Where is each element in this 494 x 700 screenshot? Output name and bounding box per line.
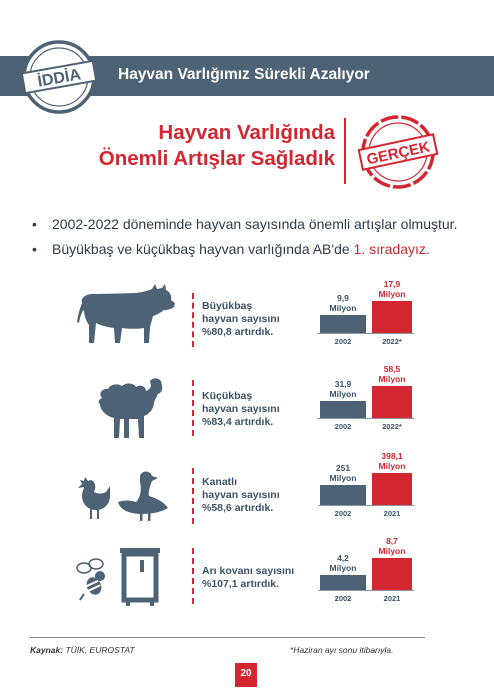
year-label-2002: 2002	[334, 509, 352, 518]
cattle-icon	[76, 283, 176, 347]
bar-baseline	[318, 333, 414, 334]
value-unit: Milyon	[329, 473, 357, 483]
bar-2002	[320, 485, 366, 505]
bar-baseline	[318, 505, 414, 506]
year-label-latest: 2022*	[382, 422, 402, 431]
value-label-latest	[367, 451, 417, 471]
value-unit: Milyon	[329, 563, 357, 573]
value-unit: Milyon	[329, 389, 357, 399]
year-label-latest: 2021	[383, 594, 401, 603]
header-title: Hayvan Varlığımız Sürekli Azalıyor	[118, 66, 370, 83]
iddia-stamp-icon	[18, 38, 100, 116]
headline-line2: Önemli Artışlar Sağladık	[98, 147, 335, 170]
value-unit: Milyon	[378, 461, 406, 471]
row-4-line1: Arı kovanı sayısını	[202, 565, 295, 577]
bar-2002	[320, 315, 366, 333]
row-1-line1: Büyükbaş	[202, 300, 253, 312]
bar-baseline	[318, 590, 414, 591]
headline-line1: Hayvan Varlığında	[158, 121, 335, 144]
bullet-2-highlight: 1. sıradayız.	[353, 241, 430, 257]
row-3-line3: %58,6 artırdık.	[202, 502, 274, 514]
footnote: *Haziran ayı sonu itibarıyla.	[290, 645, 394, 655]
value-number: 9,9	[337, 293, 349, 303]
value-number: 8,7	[386, 536, 398, 546]
poultry-icon	[72, 462, 172, 524]
footer-divider	[30, 637, 425, 638]
bar-latest	[372, 386, 412, 418]
year-label-2002: 2002	[334, 594, 352, 603]
source-text	[30, 645, 135, 655]
bar-latest	[372, 558, 412, 590]
value-unit: Milyon	[378, 546, 406, 556]
value-label-latest	[367, 279, 417, 299]
page-number: 20	[240, 668, 252, 679]
row-3-line1: Kanatlı	[202, 476, 238, 488]
row-2-line2: hayvan sayısını	[202, 403, 280, 415]
bullet-dot: •	[32, 241, 37, 257]
row-2-divider	[192, 380, 194, 436]
gercek-stamp-text: GERÇEK	[365, 138, 432, 169]
value-unit: Milyon	[378, 374, 406, 384]
value-label-2002	[318, 463, 368, 483]
value-label-2002	[318, 379, 368, 399]
year-label-2002: 2002	[334, 337, 352, 346]
bar-baseline	[318, 418, 414, 419]
bullet-1	[32, 216, 458, 232]
row-1-line3: %80,8 artırdık.	[202, 326, 274, 338]
bar-latest	[372, 473, 412, 505]
bar-2002	[320, 401, 366, 418]
row-2-description	[202, 390, 280, 429]
headline	[80, 120, 335, 172]
year-label-latest: 2022*	[382, 337, 402, 346]
source-value: TÜİK, EUROSTAT	[63, 645, 135, 655]
bullet-dot: •	[32, 216, 37, 232]
value-label-latest	[367, 536, 417, 556]
value-unit: Milyon	[378, 289, 406, 299]
value-number: 58,5	[383, 364, 401, 374]
beehive-icon	[74, 546, 174, 606]
row-4-line2: %107,1 artırdık.	[202, 578, 280, 590]
year-label-2002: 2002	[334, 422, 352, 431]
row-3-divider	[192, 468, 194, 524]
bullet-1-text: 2002-2022 döneminde hayvan sayısında önemli artışlar olmuştur.	[52, 216, 458, 232]
source-label: Kaynak:	[30, 645, 64, 655]
row-2-line3: %83,4 artırdık.	[202, 416, 274, 428]
value-label-latest	[367, 364, 417, 384]
row-1-divider	[192, 293, 194, 347]
row-3-description	[202, 476, 280, 515]
bullet-2	[32, 241, 430, 257]
value-number: 17,9	[383, 279, 401, 289]
row-1-line2: hayvan sayısını	[202, 313, 280, 325]
bullet-2-text: Büyükbaş ve küçükbaş hayvan varlığında AB'de	[52, 241, 354, 257]
sheep-icon	[92, 372, 164, 444]
row-4-description	[202, 565, 294, 591]
row-2-line1: Küçükbaş	[202, 390, 253, 402]
row-3-line2: hayvan sayısını	[202, 489, 280, 501]
value-number: 31,9	[334, 379, 352, 389]
value-number: 251	[335, 463, 351, 473]
gercek-stamp-icon	[356, 112, 440, 192]
row-1-description	[202, 300, 280, 339]
iddia-stamp-text: İDDİA	[36, 66, 83, 91]
value-unit: Milyon	[329, 303, 357, 313]
value-number: 4,2	[337, 553, 349, 563]
bar-latest	[372, 301, 412, 333]
value-label-2002	[318, 553, 368, 573]
year-label-latest: 2021	[383, 509, 401, 518]
headline-divider	[344, 118, 346, 184]
row-4-divider	[192, 548, 194, 604]
value-label-2002	[318, 293, 368, 313]
bar-2002	[320, 575, 366, 590]
value-number: 398,1	[381, 451, 403, 461]
